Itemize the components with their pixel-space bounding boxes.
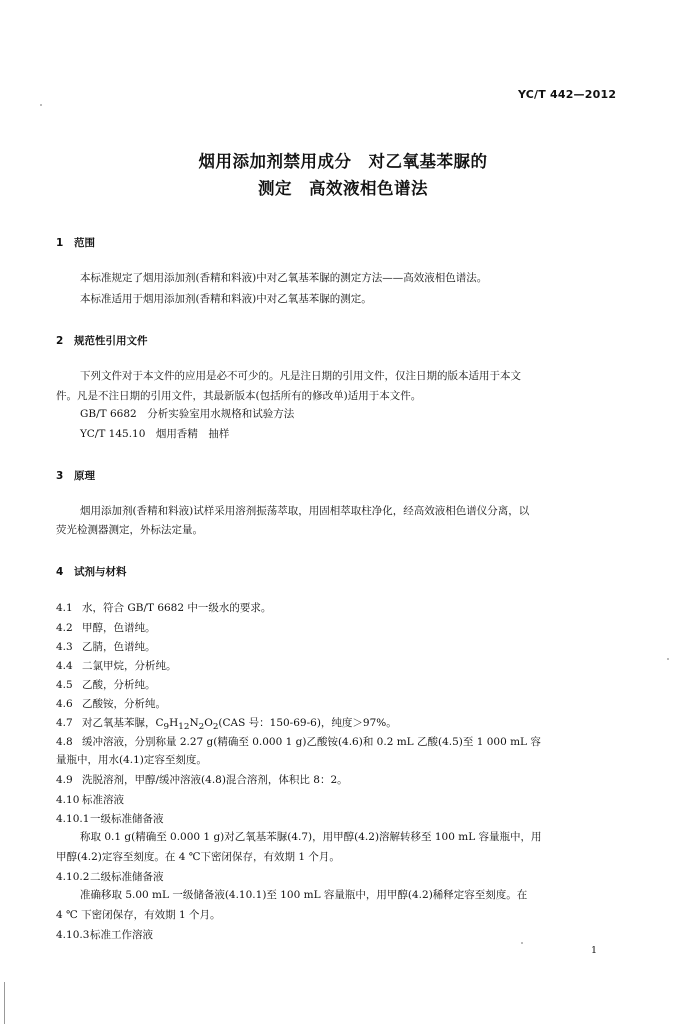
item-number: 4.4: [56, 660, 73, 672]
section-number: 4: [56, 566, 64, 578]
item-text: 缓冲溶液，分别称量 2.27 g(精确至 0.000 1 g)乙酸铵(4.6)和 0.2 mL 乙酸(4.5)至 1 000 mL 容: [82, 736, 541, 748]
section-number: 1: [56, 237, 64, 249]
item-text: 乙酸铵，分析纯。: [82, 698, 166, 710]
item-text: (CAS 号：150-69-6)，纯度＞97%。: [218, 717, 397, 729]
item-number: 4.10: [56, 794, 80, 806]
section-title: 原理: [74, 470, 95, 482]
item-text: 一级标准储备液: [90, 813, 164, 825]
list-item: [56, 811, 164, 826]
item-text: 标准溶液: [82, 794, 124, 806]
subscript: 12: [178, 722, 190, 733]
item-text: 洗脱溶剂，甲醇/缓冲溶液(4.8)混合溶剂，体积比 8：2。: [82, 774, 348, 786]
subscript: 2: [198, 722, 205, 733]
subscript: 9: [163, 722, 170, 733]
item-number: 4.10.1: [56, 813, 90, 825]
list-item: [56, 869, 164, 884]
list-item: [56, 772, 348, 787]
item-text: 二级标准储备液: [90, 871, 164, 883]
item-number: 4.3: [56, 641, 73, 653]
paragraph-line: 准确移取 5.00 mL 一级储备液(4.10.1)至 100 mL 容量瓶中，用甲醇(4.2)稀释定容至刻度。在: [80, 889, 528, 901]
normative-reference: YC/T 145.10 烟用香精 抽样: [80, 428, 230, 440]
paragraph-line: 称取 0.1 g(精确至 0.000 1 g)对乙氧基苯脲(4.7)，用甲醇(4.2)溶解转移至 100 mL 容量瓶中，用: [80, 831, 542, 843]
item-text: O: [204, 717, 213, 729]
scan-speck: [667, 658, 669, 660]
list-item-formula: [56, 715, 397, 732]
section-title: 范围: [74, 237, 95, 249]
paragraph-line: 4 ℃ 下密闭保存，有效期 1 个月。: [56, 909, 221, 921]
scan-speck: [521, 942, 523, 944]
section-heading-2: [56, 333, 148, 348]
item-text: 对乙氧基苯脲，C: [82, 717, 164, 729]
section-number: 3: [56, 470, 64, 482]
paragraph-line: 荧光检测器测定，外标法定量。: [56, 524, 203, 536]
paragraph-line: 甲醇(4.2)定容至刻度。在 4 ℃下密闭保存，有效期 1 个月。: [56, 851, 340, 863]
section-title: 试剂与材料: [74, 566, 127, 578]
item-number: 4.7: [56, 717, 73, 729]
item-text: N: [189, 717, 199, 729]
list-item: [56, 927, 153, 942]
list-item: [56, 677, 156, 692]
item-number: 4.2: [56, 622, 73, 634]
item-text: H: [169, 717, 179, 729]
standard-code: YC/T 442—2012: [518, 88, 617, 101]
item-text: 乙腈，色谱纯。: [82, 641, 156, 653]
paragraph-line: 件。凡是不注日期的引用文件，其最新版本(包括所有的修改单)适用于本文件。: [56, 390, 422, 402]
list-item: [56, 734, 541, 749]
paragraph-line: 量瓶中，用水(4.1)定容至刻度。: [56, 754, 207, 766]
scan-edge-mark: [4, 982, 5, 1024]
paragraph-line: 下列文件对于本文件的应用是必不可少的。凡是注日期的引用文件，仅注日期的版本适用于本文: [80, 370, 521, 382]
item-number: 4.10.2: [56, 871, 90, 883]
page-number: 1: [591, 945, 598, 956]
list-item: [56, 620, 156, 635]
list-item: [56, 792, 124, 807]
paragraph-line: 本标准适用于烟用添加剂(香精和料液)中对乙氧基苯脲的测定。: [80, 293, 372, 305]
item-number: 4.8: [56, 736, 73, 748]
item-text: 乙酸，分析纯。: [82, 679, 156, 691]
section-number: 2: [56, 335, 64, 347]
normative-reference: GB/T 6682 分析实验室用水规格和试验方法: [80, 408, 295, 420]
document-title-line-1: 烟用添加剂禁用成分 对乙氧基苯脲的: [198, 152, 488, 171]
subscript: 2: [212, 722, 219, 733]
item-text: 甲醇，色谱纯。: [82, 622, 156, 634]
section-heading-4: [56, 564, 127, 579]
section-title: 规范性引用文件: [74, 335, 148, 347]
item-number: 4.10.3: [56, 929, 90, 941]
item-text: 水，符合 GB/T 6682 中一级水的要求。: [82, 602, 272, 614]
item-text: 标准工作溶液: [90, 929, 153, 941]
item-number: 4.1: [56, 602, 73, 614]
section-heading-3: [56, 468, 95, 483]
section-heading-1: [56, 235, 95, 250]
item-number: 4.9: [56, 774, 73, 786]
paragraph-line: 烟用添加剂(香精和料液)试样采用溶剂振荡萃取，用固相萃取柱净化，经高效液相色谱仪分离，以: [80, 505, 530, 517]
list-item: [56, 600, 271, 615]
list-item: [56, 696, 166, 711]
paragraph-line: 本标准规定了烟用添加剂(香精和料液)中对乙氧基苯脲的测定方法——高效液相色谱法。: [80, 272, 488, 284]
item-number: 4.6: [56, 698, 73, 710]
list-item: [56, 658, 177, 673]
document-title-line-2: 测定 高效液相色谱法: [258, 179, 428, 198]
item-text: 二氯甲烷，分析纯。: [82, 660, 177, 672]
item-number: 4.5: [56, 679, 73, 691]
list-item: [56, 639, 156, 654]
scan-speck: [40, 104, 42, 106]
